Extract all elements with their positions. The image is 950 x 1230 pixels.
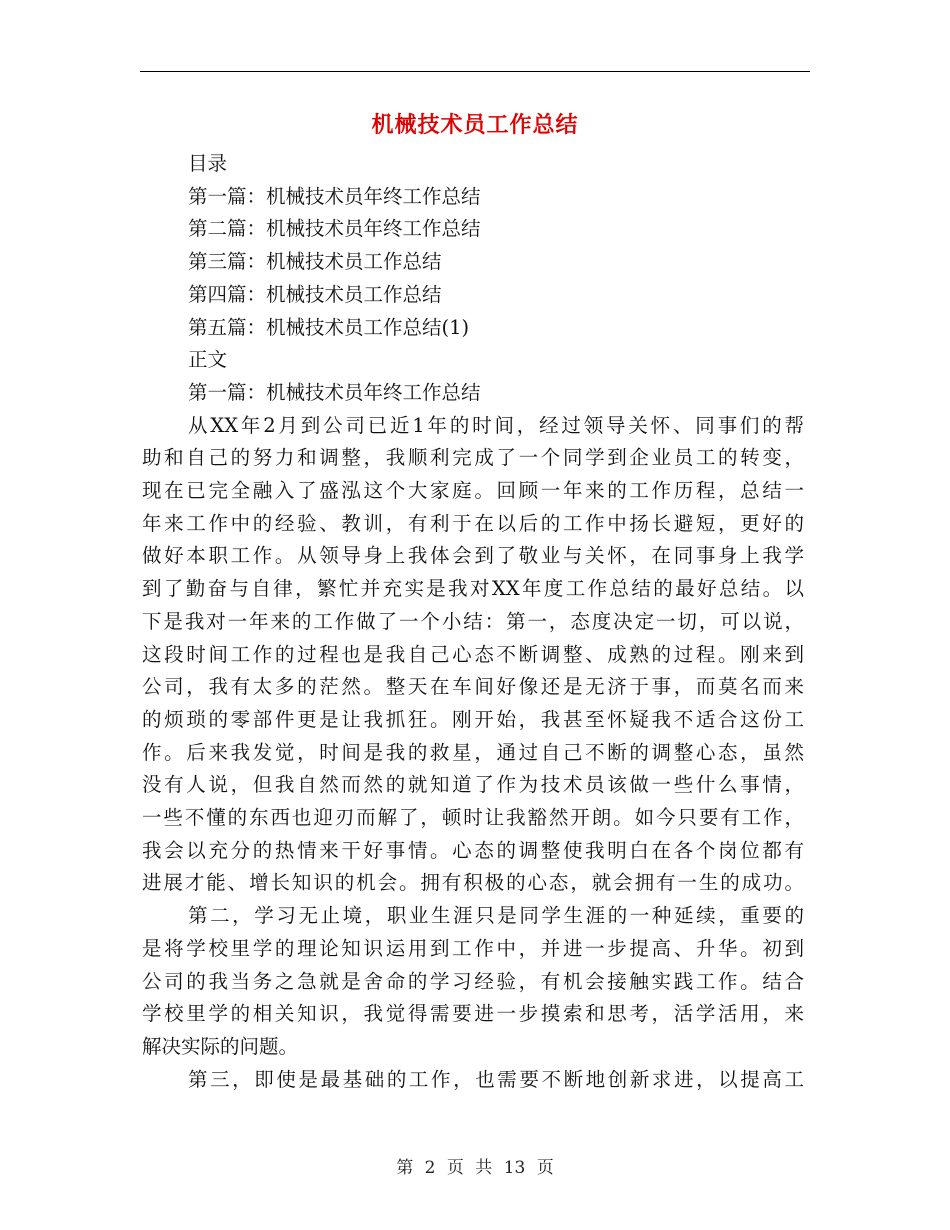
toc-item: 第五篇：机械技术员工作总结(1) <box>188 315 470 339</box>
toc-item: 第三篇：机械技术员工作总结 <box>188 250 442 274</box>
body-heading: 正文 <box>188 348 228 372</box>
paragraph-line: 的烦琐的零部件更是让我抓狂。刚开始，我甚至怀疑我不适合这份工 <box>142 707 804 731</box>
toc-item: 第一篇：机械技术员年终工作总结 <box>188 184 481 208</box>
paragraph-line: 第二，学习无止境，职业生涯只是同学生涯的一种延续，重要的 <box>188 904 804 928</box>
paragraph-1 <box>142 410 804 901</box>
paragraph-3 <box>142 1064 804 1097</box>
paragraph-line: 公司的我当务之急就是舍命的学习经验，有机会接触实践工作。结合 <box>142 969 804 993</box>
paragraph-line: 第三，即使是最基础的工作，也需要不断地创新求进，以提高工 <box>188 1067 804 1091</box>
paragraph-line: 一些不懂的东西也迎刃而解了，顿时让我豁然开朗。如今只要有工作， <box>142 806 804 830</box>
document-title: 机械技术员工作总结 <box>371 112 579 138</box>
toc-item: 第二篇：机械技术员年终工作总结 <box>188 217 481 241</box>
paragraph-line: 下是我对一年来的工作做了一个小结：第一，态度决定一切，可以说， <box>142 609 804 633</box>
toc-heading: 目录 <box>188 152 228 175</box>
paragraph-line: 作。后来我发觉，时间是我的救星，通过自己不断的调整心态，虽然 <box>142 740 804 764</box>
header-rule <box>140 71 810 72</box>
paragraph-line: 进展才能、增长知识的机会。拥有积极的心态，就会拥有一生的成功。 <box>142 871 804 895</box>
paragraph-line: 没有人说，但我自然而然的就知道了作为技术员该做一些什么事情， <box>142 773 804 797</box>
paragraph-line: 助和自己的努力和调整，我顺利完成了一个同学到企业员工的转变， <box>142 446 804 470</box>
toc-item: 第四篇：机械技术员工作总结 <box>188 282 442 306</box>
paragraph-line: 从XX年2月到公司已近1年的时间，经过领导关怀、同事们的帮 <box>188 413 804 437</box>
paragraph-line: 公司，我有太多的茫然。整天在车间好像还是无济于事，而莫名而来 <box>142 675 804 699</box>
paragraph-line: 解决实际的问题。 <box>142 1034 299 1058</box>
section-heading: 第一篇：机械技术员年终工作总结 <box>188 380 481 404</box>
paragraph-line: 做好本职工作。从领导身上我体会到了敬业与关怀，在同事身上我学 <box>142 544 804 568</box>
paragraph-line: 这段时间工作的过程也是我自己心态不断调整、成熟的过程。刚来到 <box>142 642 804 666</box>
paragraph-line: 到了勤奋与自律，繁忙并充实是我对XX年度工作总结的最好总结。以 <box>142 577 804 601</box>
paragraph-line: 学校里学的相关知识，我觉得需要进一步摸索和思考，活学活用，来 <box>142 1002 804 1026</box>
paragraph-line: 年来工作中的经验、教训，有利于在以后的工作中扬长避短，更好的 <box>142 511 804 535</box>
page-number: 第 2 页 共 13 页 <box>396 1158 554 1178</box>
paragraph-2 <box>142 900 804 1064</box>
paragraph-line: 我会以充分的热情来干好事情。心态的调整使我明白在各个岗位都有 <box>142 838 804 862</box>
paragraph-line: 现在已完全融入了盛泓这个大家庭。回顾一年来的工作历程，总结一 <box>142 479 804 503</box>
document-body <box>142 148 804 1096</box>
paragraph-line: 是将学校里学的理论知识运用到工作中，并进一步提高、升华。初到 <box>142 936 804 960</box>
